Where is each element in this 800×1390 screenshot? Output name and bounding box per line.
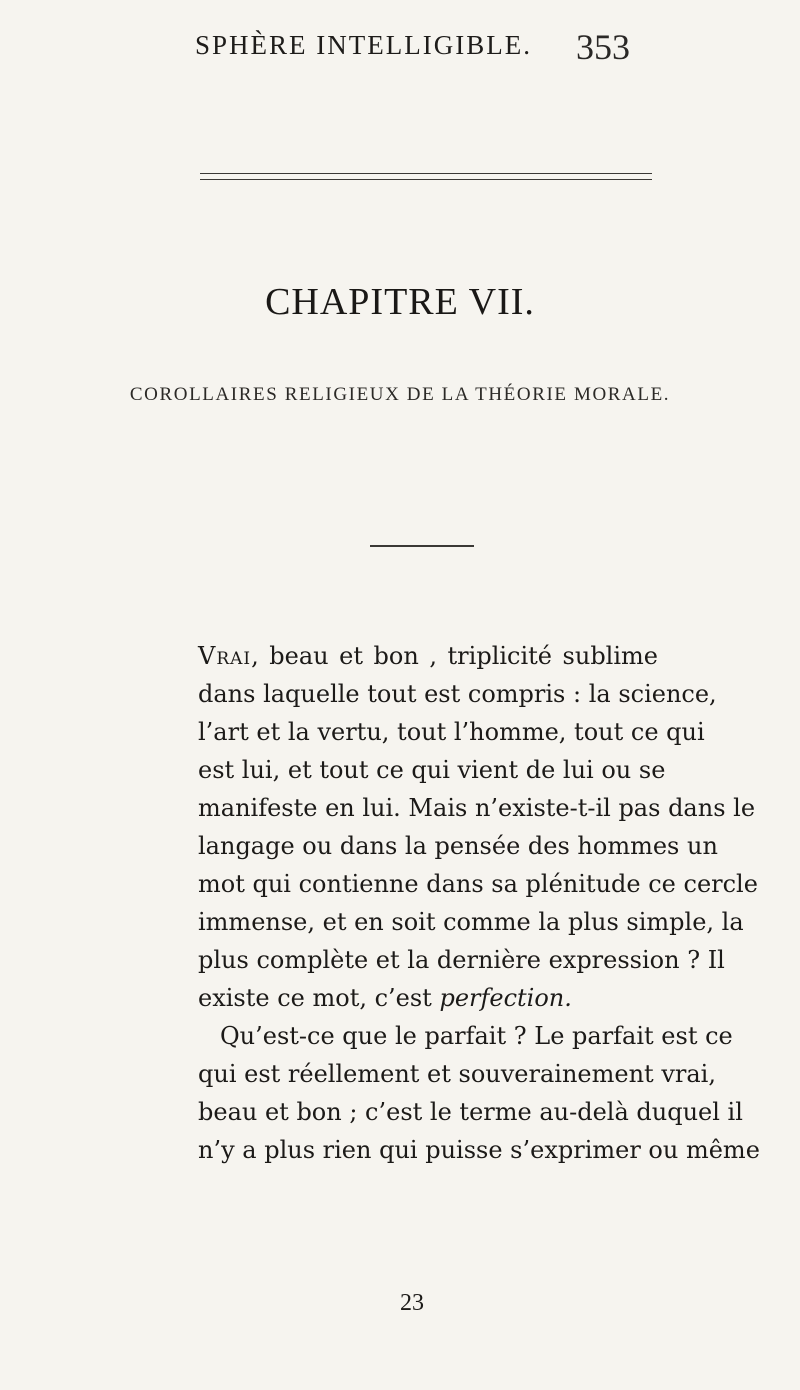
text-line: mot qui contienne dans sa plénitude ce cercle <box>198 870 758 898</box>
text-line: Vrai, beau et bon , triplicité sublime <box>198 642 658 670</box>
chapter-title: CHAPITRE VII. <box>265 281 535 323</box>
text-line: est lui, et tout ce qui vient de lui ou se <box>198 756 666 784</box>
running-head <box>0 27 800 70</box>
text-line: beau et bon ; c’est le terme au-delà duquel il <box>198 1098 743 1126</box>
chapter-subtitle: COROLLAIRES RELIGIEUX DE LA THÉORIE MORALE. <box>129 384 671 405</box>
short-rule-divider <box>370 545 474 547</box>
text-line-indented: Qu’est-ce que le parfait ? Le parfait est ce <box>220 1022 733 1050</box>
text-line: dans laquelle tout est compris : la science, <box>198 680 717 708</box>
text-line: langage ou dans la pensée des hommes un <box>198 832 718 860</box>
page-number: 353 <box>576 27 630 67</box>
text-line: n’y a plus rien qui puisse s’exprimer ou même <box>198 1136 760 1164</box>
text-line: existe ce mot, c’est perfection. <box>198 984 572 1012</box>
text-line: manifeste en lui. Mais n’existe-t-il pas dans le <box>198 794 756 822</box>
text-line: immense, et en soit comme la plus simple, la <box>198 908 744 936</box>
text-line: qui est réellement et souverainement vrai, <box>198 1060 716 1088</box>
double-rule-divider <box>200 173 652 180</box>
text-line: plus complète et la dernière expression ? Il <box>198 946 725 974</box>
first-word: Vrai <box>198 642 252 670</box>
text-line: l’art et la vertu, tout l’homme, tout ce qui <box>198 718 705 746</box>
body-paragraphs <box>198 637 760 1169</box>
emphasis-word: perfection. <box>439 984 572 1012</box>
signature-mark: 23 <box>400 1290 424 1316</box>
running-title: SPHÈRE INTELLIGIBLE. <box>195 30 532 60</box>
